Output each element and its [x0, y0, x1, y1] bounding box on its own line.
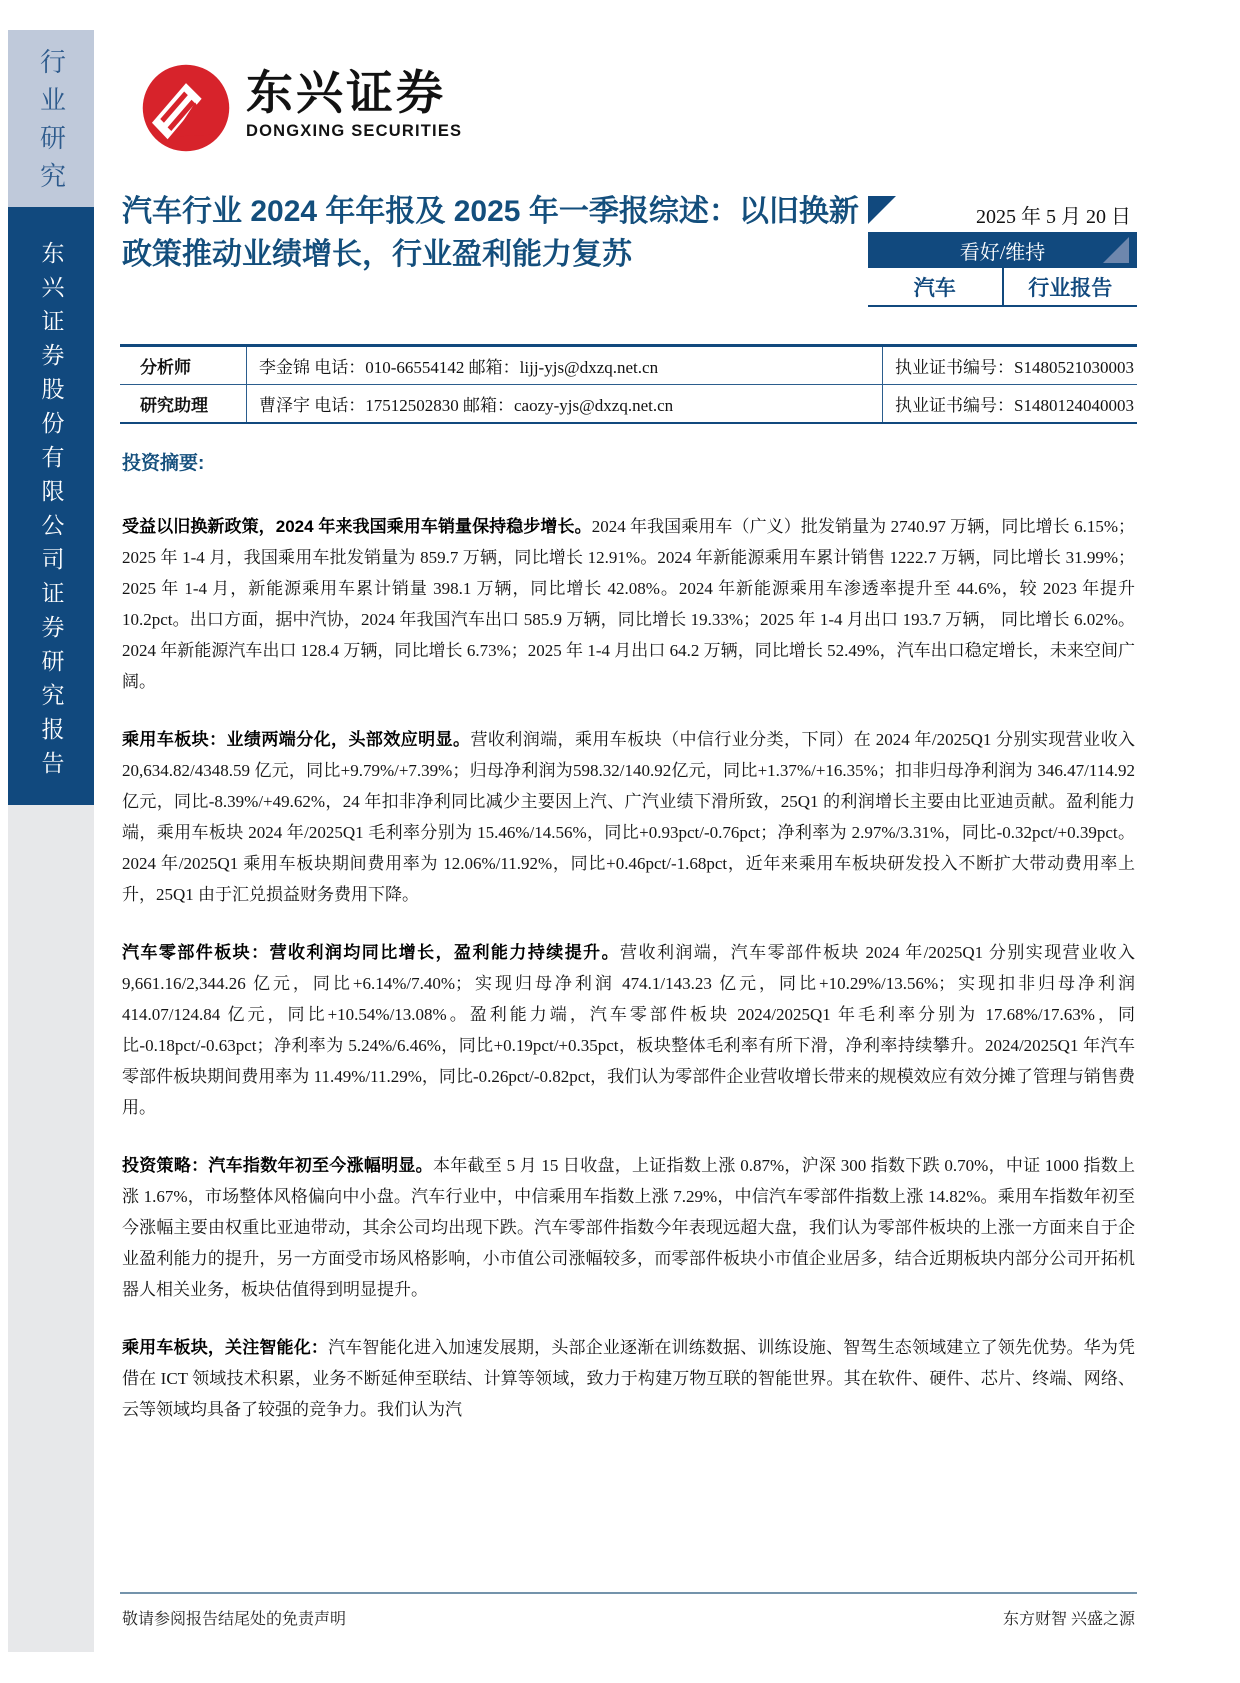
analyst-role: 分析师 [120, 347, 247, 384]
report-date-row [868, 196, 1137, 232]
paragraph-body: 营收利润端，乘用车板块（中信行业分类，下同）在 2024 年/2025Q1 分别实现营业收入 20,634.82/4348.59 亿元，同比+9.79%/+7.39%；归母净利润为598.32/140.92亿元，同比+1.37%/+16.35%；扣非归母净利润为 346.47/114.92 亿元，同比-8.39%/+49.62%，24 年扣非净利同比减少主要因上汽、广汽业绩下滑所致，25Q1 的利润增长主要由比亚迪贡献。盈利能力端，乘用车板块 2024 年/2025Q1 毛利率分别为 15.46%/14.56%，同比+0.93pct/-0.76pct；净利率为 2.97%/3.31%，同比-0.32pct/+0.39pct。2024 年/2025Q1 乘用车板块期间费用率为 12.06%/11.92%，同比+0.46pct/-1.68pct，近年来乘用车板块研发投入不断扩大带动费用率上升，25Q1 由于汇兑损益财务费用下降。 [122, 730, 1136, 904]
table-row [120, 385, 1137, 422]
paragraph-body: 2024 年我国乘用车（广义）批发销量为 2740.97 万辆，同比增长 6.15%；2025 年 1-4 月，我国乘用车批发销量为 859.7 万辆，同比增长 12.91%。2024 年新能源乘用车累计销售 1222.7 万辆，同比增长 31.99%；2025 年 1-4 月，新能源乘用车累计销量 398.1 万辆，同比增长 42.08%。2024 年新能源乘用车渗透率提升至 44.6%，较 2023 年提升 10.2pct。出口方面，据中汽协，2024 年我国汽车出口 585.9 万辆，同比增长 19.33%；2025 年 1-4 月出口 193.7 万辆， 同比增长 6.02%。2024 年新能源汽车出口 128.4 万辆，同比增长 6.73%；2025 年 1-4 月出口 64.2 万辆，同比增长 52.49%，汽车出口稳定增长，未来空间广阔。 [122, 517, 1135, 691]
sidebar-label-company: 东兴证券股份有限公司证券研究报告 [38, 241, 64, 785]
analyst-license: 执业证书编号：S1480521030003 [895, 358, 1134, 377]
industry-report-row [868, 268, 1137, 307]
footer-slogan: 东方财智 兴盛之源 [1002, 1611, 1135, 1628]
report-info-box [868, 196, 1137, 307]
paragraph-body: 本年截至 5 月 15 日收盘，上证指数上涨 0.87%，沪深 300 指数下跌 0.70%，中证 1000 指数上涨 1.67%，市场整体风格偏向中小盘。汽车行业中，中信乘用车指数上涨 7.29%，中信汽车零部件指数上涨 14.82%。乘用车指数年初至今涨幅主要由权重比亚迪带动，其余公司均出现下跌。汽车零部件指数今年表现远超大盘，我们认为零部件板块的上涨一方面来自于企业盈利能力的提升，另一方面受市场风格影响，小市值公司涨幅较多，而零部件板块小市值企业居多，结合近期板块内部分公司开拓机器人相关业务，板块估值得到明显提升。 [122, 1156, 1135, 1299]
paragraph-body: 营收利润端，汽车零部件板块 2024 年/2025Q1 分别实现营业收入 9,661.16/2,344.26 亿元，同比+6.14%/7.40%；实现归母净利润 474.1/143.23 亿元，同比+10.29%/13.56%；实现扣非归母净利润 414.07/124.84 亿元，同比+10.54%/13.08%。盈利能力端，汽车零部件板块 2024/2025Q1 年毛利率分别为 17.68%/17.63%，同比-0.18pct/-0.63pct；净利率为 5.24%/6.46%，同比+0.19pct/+0.35pct，板块整体毛利率有所下滑，净利率持续攀升。2024/2025Q1 年汽车零部件板块期间费用率为 11.49%/11.29%，同比-0.26pct/-0.82pct，我们认为零部件企业营收增长带来的规模效应有效分摊了管理与销售费用。 [122, 943, 1136, 1117]
paragraph-lead: 汽车零部件板块：营收利润均同比增长，盈利能力持续提升。 [122, 943, 621, 962]
footer [122, 1606, 1135, 1629]
assistant-contact: 曹泽宇 电话：17512502830 邮箱：caozy-yjs@dxzq.net.cn [247, 385, 883, 422]
summary-paragraph [122, 511, 1135, 697]
logo-text [246, 62, 462, 141]
report-title: 汽车行业 2024 年年报及 2025 年一季报综述：以旧换新政策推动业绩增长，行业盈利能力复苏 [122, 195, 859, 271]
footer-divider [120, 1592, 1137, 1594]
footer-disclaimer: 敬请参阅报告结尾处的免责声明 [122, 1611, 347, 1628]
company-logo [140, 62, 462, 154]
summary-heading: 投资摘要: [122, 453, 205, 474]
summary-paragraph [122, 1150, 1135, 1305]
analyst-table [120, 344, 1137, 424]
report-date: 2025 年 5 月 20 日 [976, 206, 1131, 228]
sidebar-label-industry-research: 行业研究 [36, 48, 66, 200]
sidebar-band-empty [8, 805, 94, 1652]
paragraph-lead: 乘用车板块，关注智能化： [122, 1338, 329, 1357]
dongxing-logo-icon [140, 62, 232, 154]
rating-label: 看好/维持 [959, 241, 1046, 264]
sidebar-band-company [8, 207, 94, 805]
rating-banner [868, 232, 1137, 268]
assistant-role: 研究助理 [120, 385, 247, 422]
summary-section [122, 448, 1135, 1452]
summary-paragraph [122, 937, 1135, 1123]
rating-triangle-icon [1103, 237, 1129, 263]
summary-paragraph [122, 1332, 1135, 1425]
paragraph-lead: 受益以旧换新政策，2024 年来我国乘用车销量保持稳步增长。 [122, 517, 592, 536]
logo-chinese-name: 东兴证券 [246, 66, 446, 119]
corner-triangle-icon [868, 196, 896, 224]
analyst-contact: 李金锦 电话：010-66554142 邮箱：lijj-yjs@dxzq.net.cn [247, 347, 883, 384]
sidebar-band-industry-research [8, 30, 94, 207]
logo-english-name: DONGXING SECURITIES [246, 122, 463, 140]
paragraph-lead: 乘用车板块：业绩两端分化，头部效应明显。 [122, 730, 471, 749]
report-type-cell: 行业报告 [1028, 276, 1113, 300]
paragraph-lead: 投资策略：汽车指数年初至今涨幅明显。 [122, 1156, 433, 1175]
industry-cell: 汽车 [868, 268, 1004, 305]
summary-paragraph [122, 724, 1135, 910]
paragraph-body: 汽车智能化进入加速发展期，头部企业逐渐在训练数据、训练设施、智驾生态领域建立了领先优势。华为凭借在 ICT 领域技术积累，业务不断延伸至联结、计算等领域，致力于构建万物互联的智能世界。其在软件、硬件、芯片、终端、网络、云等领域均具备了较强的竞争力。我们认为汽 [122, 1338, 1136, 1419]
assistant-license: 执业证书编号：S1480124040003 [895, 396, 1134, 415]
table-row [120, 347, 1137, 385]
